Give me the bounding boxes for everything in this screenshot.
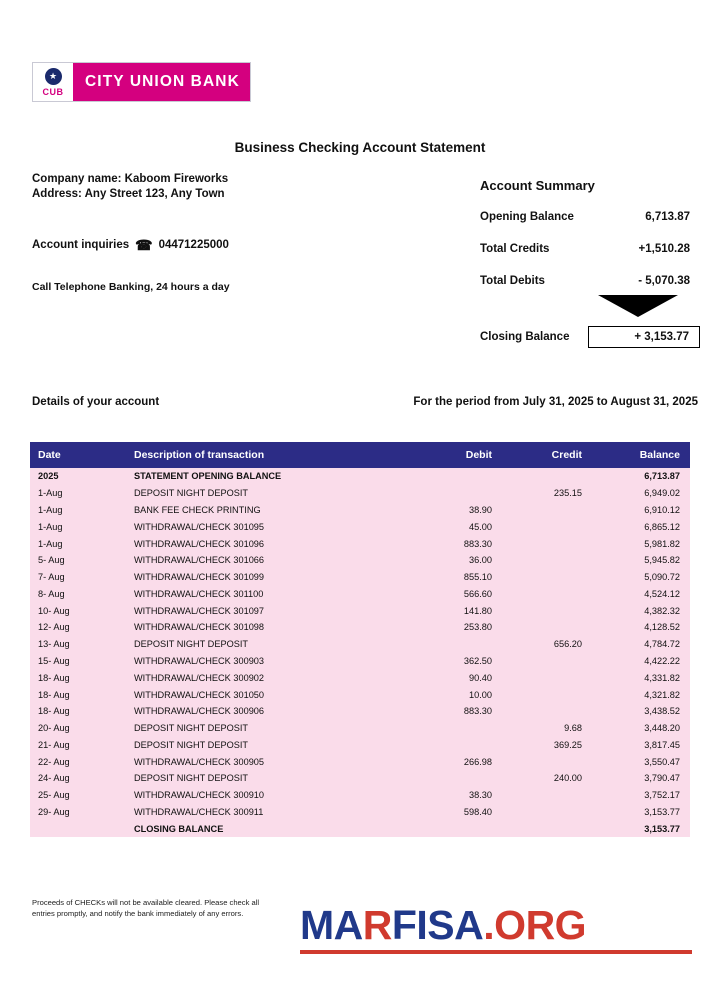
cell-description: WITHDRAWAL/CHECK 301098 xyxy=(126,619,412,636)
cell-description: WITHDRAWAL/CHECK 301097 xyxy=(126,602,412,619)
cell-debit: 598.40 xyxy=(412,804,504,821)
cell-balance: 4,128.52 xyxy=(600,619,690,636)
cell-date: 25- Aug xyxy=(30,787,126,804)
cell-balance: 4,422.22 xyxy=(600,653,690,670)
cell-description: WITHDRAWAL/CHECK 300902 xyxy=(126,669,412,686)
cell-debit: 855.10 xyxy=(412,569,504,586)
cell-debit: 36.00 xyxy=(412,552,504,569)
cell-debit: 253.80 xyxy=(412,619,504,636)
cell-date: 1-Aug xyxy=(30,502,126,519)
cell-credit xyxy=(504,703,600,720)
cell-debit: 10.00 xyxy=(412,686,504,703)
logo-mark xyxy=(33,63,73,101)
cell-credit xyxy=(504,518,600,535)
table-row xyxy=(30,820,690,837)
cell-debit xyxy=(412,636,504,653)
cell-debit: 38.30 xyxy=(412,787,504,804)
cell-credit xyxy=(504,669,600,686)
column-header-balance: Balance xyxy=(600,442,690,468)
column-header-debit: Debit xyxy=(412,442,504,468)
cell-credit xyxy=(504,602,600,619)
cell-description: WITHDRAWAL/CHECK 301066 xyxy=(126,552,412,569)
cell-balance: 3,817.45 xyxy=(600,737,690,754)
cell-credit: 656.20 xyxy=(504,636,600,653)
footer-note: Proceeds of CHECKs will not be available cleared. Please check all entries promptly, and notify the bank immediately of any errors. xyxy=(32,898,260,918)
cell-credit: 240.00 xyxy=(504,770,600,787)
cell-description: WITHDRAWAL/CHECK 300910 xyxy=(126,787,412,804)
cell-balance: 4,382.32 xyxy=(600,602,690,619)
cell-credit xyxy=(504,787,600,804)
cell-date: 8- Aug xyxy=(30,585,126,602)
table-header-row xyxy=(30,442,690,468)
cell-description: WITHDRAWAL/CHECK 301099 xyxy=(126,569,412,586)
watermark-part-4: .ORG xyxy=(483,902,587,948)
cell-description: DEPOSIT NIGHT DEPOSIT xyxy=(126,636,412,653)
cell-balance: 4,331.82 xyxy=(600,669,690,686)
inquiries-phone: 04471225000 xyxy=(158,239,229,251)
telephone-banking-note: Call Telephone Banking, 24 hours a day xyxy=(32,281,230,293)
cell-date: 21- Aug xyxy=(30,737,126,754)
summary-row-debits xyxy=(480,275,690,287)
table-row xyxy=(30,636,690,653)
column-header-date: Date xyxy=(30,442,126,468)
bank-logo xyxy=(32,62,251,102)
cell-date: 29- Aug xyxy=(30,804,126,821)
cell-description: CLOSING BALANCE xyxy=(126,820,412,837)
table-row xyxy=(30,787,690,804)
transactions-table xyxy=(30,442,690,837)
cell-credit xyxy=(504,569,600,586)
table-row xyxy=(30,518,690,535)
cell-credit xyxy=(504,686,600,703)
cell-date: 1-Aug xyxy=(30,535,126,552)
cell-date: 1-Aug xyxy=(30,485,126,502)
cell-credit xyxy=(504,820,600,837)
cell-balance: 6,949.02 xyxy=(600,485,690,502)
statement-period: For the period from July 31, 2025 to August 31, 2025 xyxy=(413,396,698,408)
table-row xyxy=(30,585,690,602)
cell-debit xyxy=(412,737,504,754)
table-body xyxy=(30,468,690,837)
details-label: Details of your account xyxy=(32,396,160,408)
account-summary xyxy=(480,178,690,343)
cell-date: 18- Aug xyxy=(30,669,126,686)
cell-debit: 90.40 xyxy=(412,669,504,686)
summary-label-closing: Closing Balance xyxy=(480,331,570,343)
cell-balance: 4,321.82 xyxy=(600,686,690,703)
inquiries-label: Account inquiries xyxy=(32,239,130,251)
cell-debit: 45.00 xyxy=(412,518,504,535)
cell-description: WITHDRAWAL/CHECK 300905 xyxy=(126,753,412,770)
cell-date: 1-Aug xyxy=(30,518,126,535)
cell-date: 18- Aug xyxy=(30,703,126,720)
cell-description: DEPOSIT NIGHT DEPOSIT xyxy=(126,485,412,502)
cell-description: WITHDRAWAL/CHECK 300906 xyxy=(126,703,412,720)
logo-emblem-glyph: ★ xyxy=(48,70,58,81)
cell-balance: 5,981.82 xyxy=(600,535,690,552)
down-arrow-icon xyxy=(598,295,678,317)
cell-balance: 4,784.72 xyxy=(600,636,690,653)
cell-credit: 9.68 xyxy=(504,720,600,737)
cell-balance: 3,153.77 xyxy=(600,820,690,837)
cell-debit: 883.30 xyxy=(412,535,504,552)
cell-credit xyxy=(504,502,600,519)
cell-date xyxy=(30,820,126,837)
summary-value-debits: - 5,070.38 xyxy=(638,275,690,287)
customer-info xyxy=(32,172,432,202)
table-row xyxy=(30,485,690,502)
column-header-credit: Credit xyxy=(504,442,600,468)
table-header xyxy=(30,442,690,468)
table-row xyxy=(30,686,690,703)
column-header-description: Description of transaction xyxy=(126,442,412,468)
cell-balance: 3,153.77 xyxy=(600,804,690,821)
cell-date: 13- Aug xyxy=(30,636,126,653)
cell-description: WITHDRAWAL/CHECK 301100 xyxy=(126,585,412,602)
table-row xyxy=(30,535,690,552)
cell-balance: 6,865.12 xyxy=(600,518,690,535)
watermark xyxy=(300,902,692,954)
table-row xyxy=(30,753,690,770)
cell-date: 15- Aug xyxy=(30,653,126,670)
cell-credit: 369.25 xyxy=(504,737,600,754)
account-inquiries xyxy=(32,238,229,252)
summary-value-credits: +1,510.28 xyxy=(638,243,690,255)
cell-debit: 362.50 xyxy=(412,653,504,670)
summary-label-debits: Total Debits xyxy=(480,275,545,287)
table-row xyxy=(30,468,690,485)
cell-debit xyxy=(412,720,504,737)
cell-debit: 38.90 xyxy=(412,502,504,519)
watermark-part-3: FISA xyxy=(391,902,484,948)
company-address: Address: Any Street 123, Any Town xyxy=(32,188,225,200)
cell-balance: 4,524.12 xyxy=(600,585,690,602)
cell-credit xyxy=(504,552,600,569)
cell-date: 2025 xyxy=(30,468,126,485)
cell-balance: 6,713.87 xyxy=(600,468,690,485)
cell-credit: 235.15 xyxy=(504,485,600,502)
table-row xyxy=(30,653,690,670)
cell-description: STATEMENT OPENING BALANCE xyxy=(126,468,412,485)
cell-debit xyxy=(412,485,504,502)
cell-description: WITHDRAWAL/CHECK 300903 xyxy=(126,653,412,670)
cell-debit xyxy=(412,770,504,787)
cell-balance: 3,550.47 xyxy=(600,753,690,770)
cell-credit xyxy=(504,619,600,636)
cell-date: 22- Aug xyxy=(30,753,126,770)
cell-date: 10- Aug xyxy=(30,602,126,619)
watermark-part-1: MA xyxy=(300,902,363,948)
cell-description: DEPOSIT NIGHT DEPOSIT xyxy=(126,770,412,787)
table-row xyxy=(30,669,690,686)
logo-wordmark: CITY UNION BANK xyxy=(73,63,250,101)
watermark-text xyxy=(300,902,692,948)
cell-balance: 6,910.12 xyxy=(600,502,690,519)
cell-credit xyxy=(504,753,600,770)
logo-abbrev: CUB xyxy=(42,86,64,97)
table-row xyxy=(30,720,690,737)
phone-icon: ☎ xyxy=(135,237,153,253)
cell-credit xyxy=(504,585,600,602)
cell-description: WITHDRAWAL/CHECK 301095 xyxy=(126,518,412,535)
cell-debit: 266.98 xyxy=(412,753,504,770)
table-row xyxy=(30,602,690,619)
cell-credit xyxy=(504,535,600,552)
cell-credit xyxy=(504,653,600,670)
table-row xyxy=(30,569,690,586)
page-title: Business Checking Account Statement xyxy=(234,140,486,155)
summary-value-closing: + 3,153.77 xyxy=(588,326,700,348)
cell-date: 5- Aug xyxy=(30,552,126,569)
cell-balance: 3,438.52 xyxy=(600,703,690,720)
summary-value-opening: 6,713.87 xyxy=(645,211,690,223)
summary-row-credits xyxy=(480,243,690,255)
cell-date: 20- Aug xyxy=(30,720,126,737)
logo-emblem-icon xyxy=(45,68,62,85)
cell-debit: 566.60 xyxy=(412,585,504,602)
watermark-part-2: R xyxy=(362,902,392,948)
cell-balance: 5,090.72 xyxy=(600,569,690,586)
table-row xyxy=(30,770,690,787)
cell-debit xyxy=(412,820,504,837)
cell-balance: 5,945.82 xyxy=(600,552,690,569)
cell-description: WITHDRAWAL/CHECK 301050 xyxy=(126,686,412,703)
cell-debit: 141.80 xyxy=(412,602,504,619)
cell-description: WITHDRAWAL/CHECK 300911 xyxy=(126,804,412,821)
cell-balance: 3,752.17 xyxy=(600,787,690,804)
summary-label-credits: Total Credits xyxy=(480,243,550,255)
table-row xyxy=(30,502,690,519)
cell-date: 12- Aug xyxy=(30,619,126,636)
summary-label-opening: Opening Balance xyxy=(480,211,574,223)
table-row xyxy=(30,619,690,636)
company-name: Company name: Kaboom Fireworks xyxy=(32,173,229,185)
cell-balance: 3,790.47 xyxy=(600,770,690,787)
cell-date: 7- Aug xyxy=(30,569,126,586)
cell-credit xyxy=(504,468,600,485)
summary-row-closing xyxy=(480,326,700,348)
cell-credit xyxy=(504,804,600,821)
cell-description: BANK FEE CHECK PRINTING xyxy=(126,502,412,519)
transactions-table-wrapper xyxy=(30,442,690,837)
watermark-underline xyxy=(300,950,692,954)
cell-balance: 3,448.20 xyxy=(600,720,690,737)
table-row xyxy=(30,552,690,569)
table-row xyxy=(30,737,690,754)
cell-description: WITHDRAWAL/CHECK 301096 xyxy=(126,535,412,552)
cell-description: DEPOSIT NIGHT DEPOSIT xyxy=(126,737,412,754)
table-row xyxy=(30,804,690,821)
cell-date: 24- Aug xyxy=(30,770,126,787)
cell-description: DEPOSIT NIGHT DEPOSIT xyxy=(126,720,412,737)
account-summary-heading: Account Summary xyxy=(480,178,595,193)
cell-debit: 883.30 xyxy=(412,703,504,720)
summary-row-opening xyxy=(480,211,690,223)
cell-date: 18- Aug xyxy=(30,686,126,703)
cell-debit xyxy=(412,468,504,485)
table-row xyxy=(30,703,690,720)
